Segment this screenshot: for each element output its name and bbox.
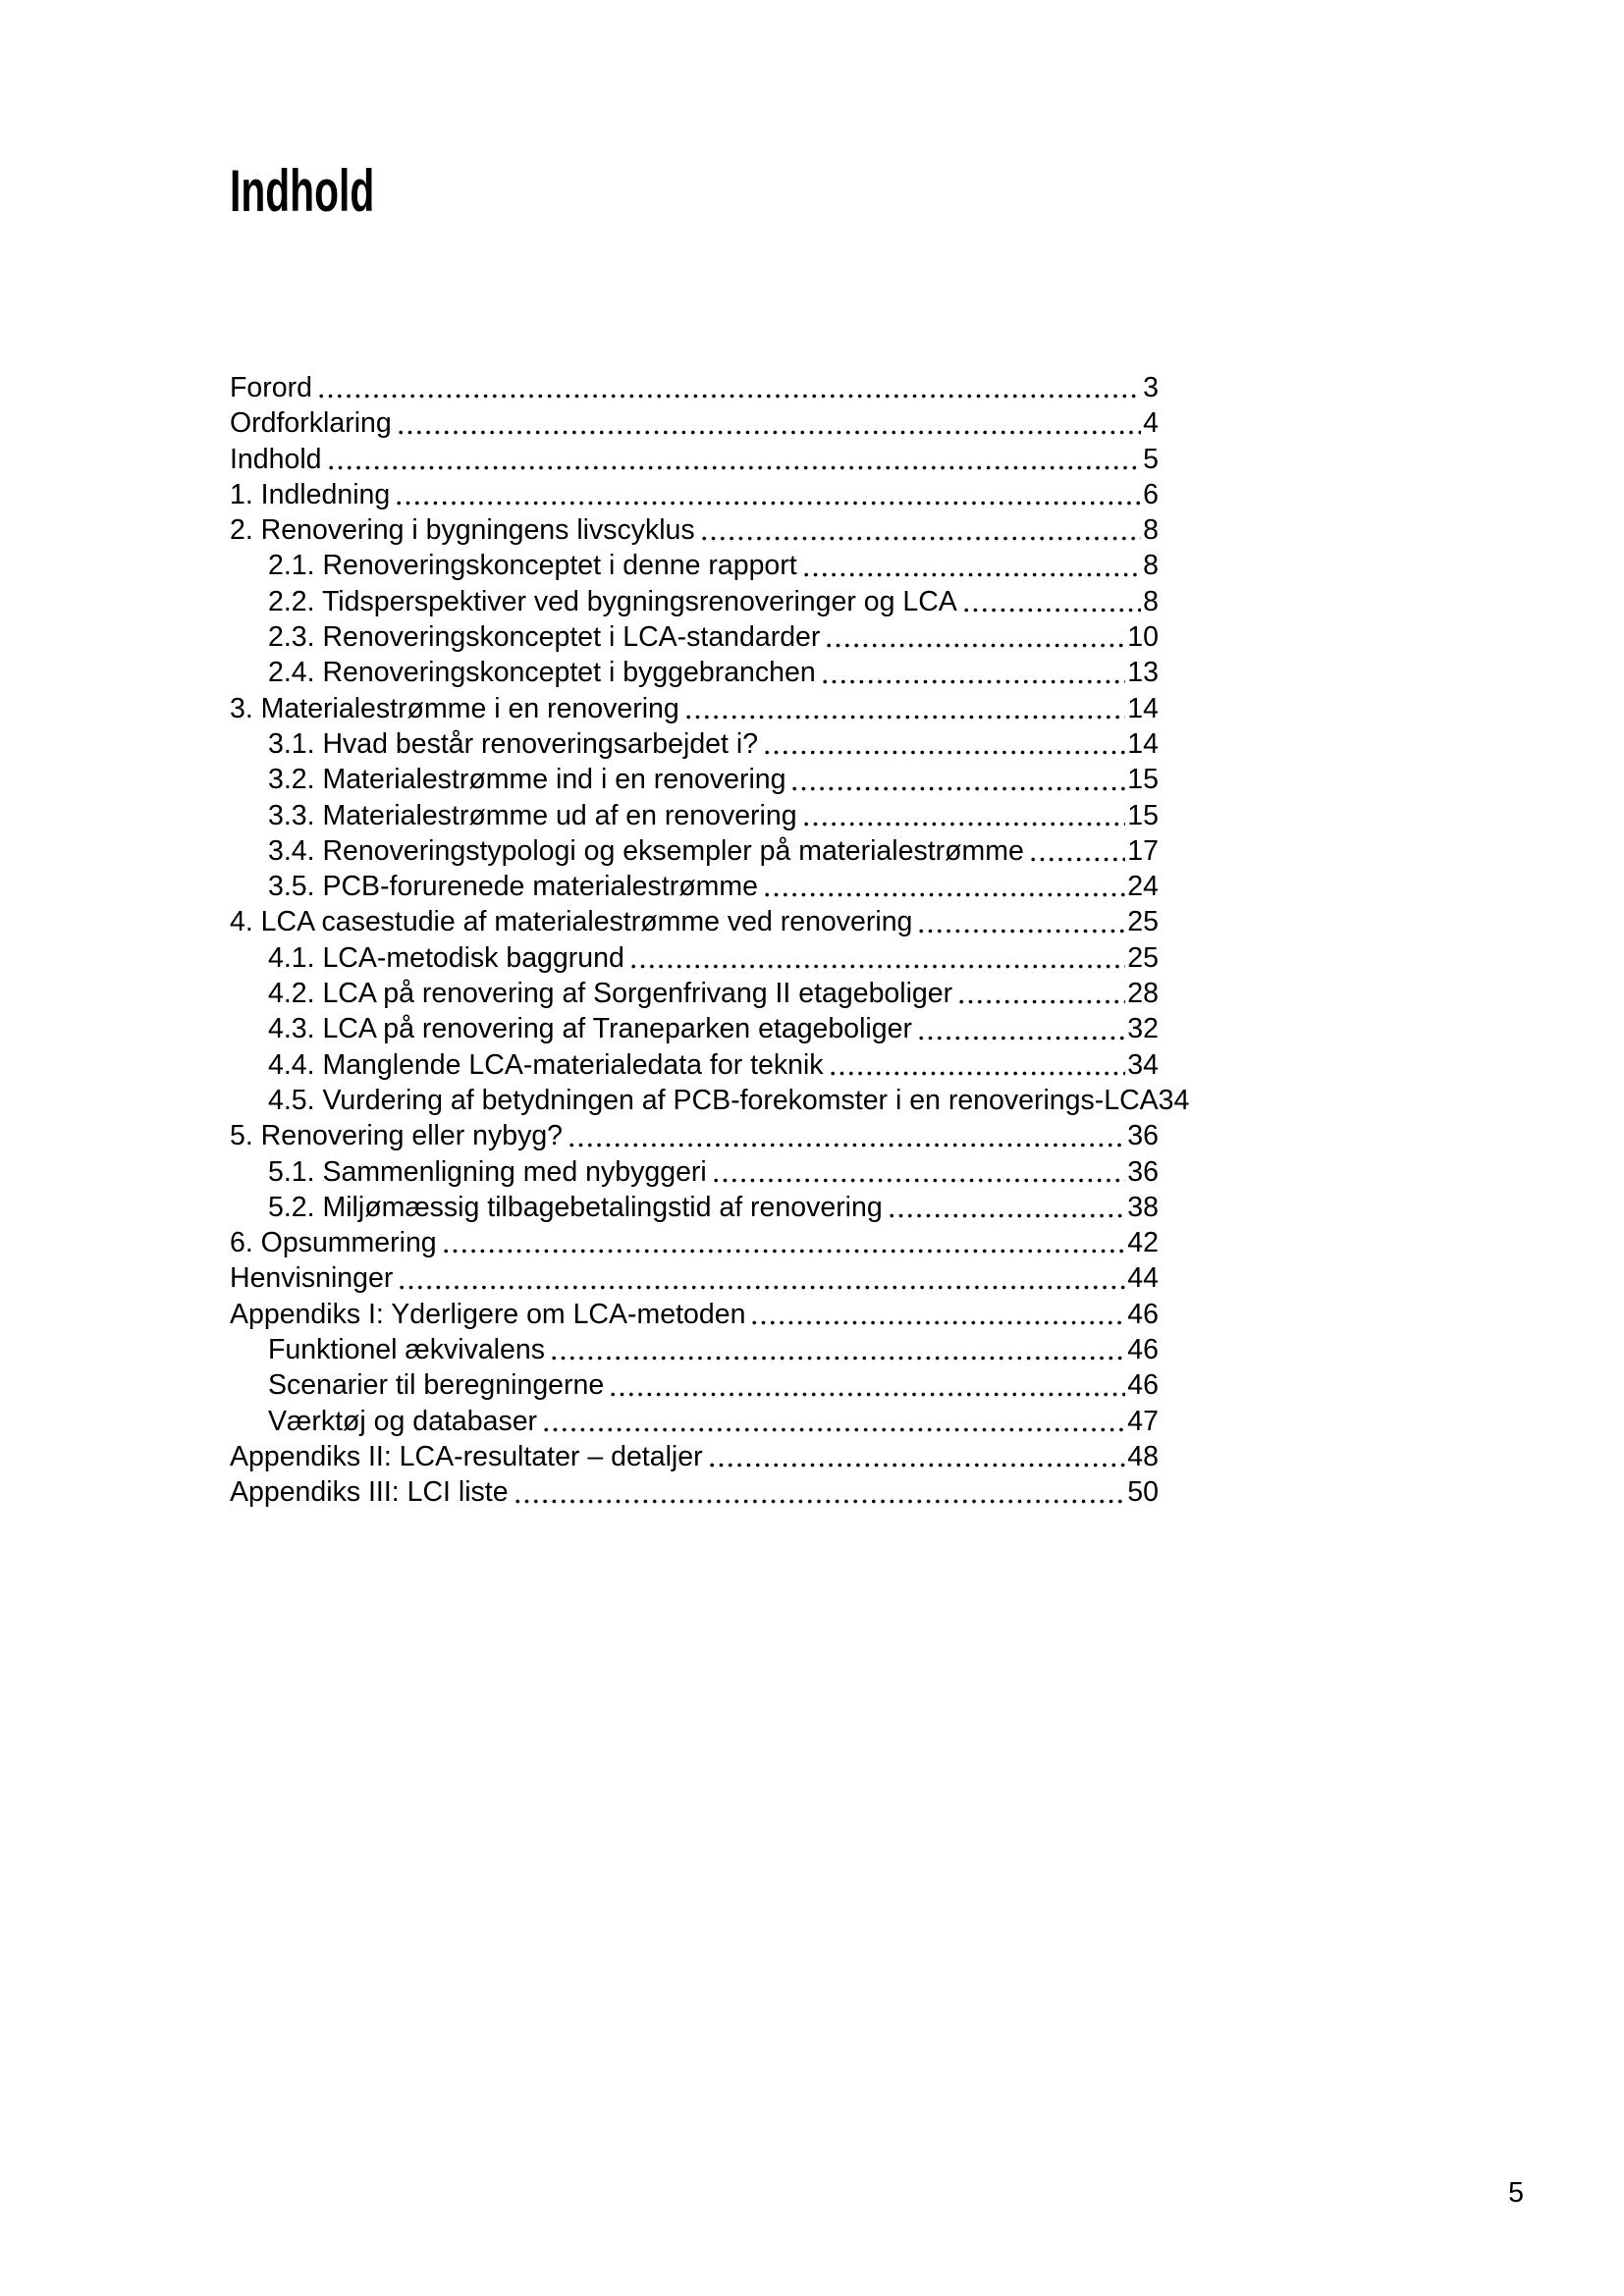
- toc-entry-label: 3. Materialestrømme i en renovering: [230, 692, 679, 724]
- toc-entry-page-number: 34: [1127, 1048, 1159, 1081]
- toc-entry[interactable]: [230, 1118, 1159, 1153]
- toc-entry[interactable]: [230, 1260, 1159, 1296]
- toc-entry-page-number: 46: [1127, 1334, 1159, 1366]
- page-number: 5: [1508, 2177, 1524, 2209]
- toc-entry-page-number: 32: [1127, 1013, 1159, 1045]
- toc-entry[interactable]: [230, 1404, 1159, 1439]
- toc-entry-page-number: 25: [1127, 906, 1159, 938]
- toc-entry[interactable]: [230, 1083, 1190, 1118]
- toc-entry-label: 4.1. LCA-metodisk baggrund: [268, 941, 624, 974]
- toc-entry-page-number: 14: [1127, 727, 1159, 760]
- dot-leader: [444, 1249, 1126, 1254]
- toc-entry-label: Forord: [230, 372, 312, 403]
- toc-entry[interactable]: [230, 1190, 1159, 1225]
- dot-leader: [714, 1178, 1126, 1183]
- toc-entry[interactable]: [230, 442, 1159, 477]
- dot-leader: [765, 750, 1125, 755]
- toc-entry[interactable]: [230, 477, 1159, 512]
- toc-entry[interactable]: [230, 1367, 1159, 1403]
- toc-entry-page-number: 4: [1143, 407, 1159, 440]
- toc-entry-page-number: 5: [1143, 443, 1159, 475]
- toc-entry-page-number: 17: [1127, 834, 1159, 867]
- toc-entry[interactable]: [230, 726, 1159, 762]
- toc-entry-page-number: 10: [1127, 621, 1159, 654]
- dot-leader: [710, 1463, 1126, 1468]
- toc-entry-page-number: 8: [1143, 550, 1159, 582]
- toc-entry-label: 3.3. Materialestrømme ud af en renovering: [268, 799, 797, 831]
- table-of-contents: [230, 370, 1190, 1511]
- dot-leader: [515, 1499, 1126, 1504]
- toc-entry[interactable]: [230, 405, 1159, 441]
- dot-leader: [329, 465, 1142, 470]
- dot-leader: [399, 430, 1141, 435]
- dot-leader: [1031, 857, 1125, 862]
- toc-entry-label: 5. Renovering eller nybyg?: [230, 1120, 564, 1152]
- toc-entry[interactable]: [230, 976, 1159, 1011]
- toc-entry-page-number: 38: [1127, 1191, 1159, 1223]
- toc-entry-page-number: 47: [1127, 1405, 1159, 1437]
- toc-entry[interactable]: [230, 512, 1159, 548]
- dot-leader: [919, 1036, 1125, 1041]
- toc-entry-page-number: 3: [1143, 372, 1159, 403]
- dot-leader: [400, 1285, 1125, 1290]
- toc-entry-page-number: 14: [1127, 692, 1159, 724]
- toc-entry-label: 2.1. Renoveringskonceptet i denne rapport: [268, 550, 797, 582]
- toc-entry-page-number: 36: [1127, 1155, 1159, 1188]
- toc-entry-label: Scenarier til beregningerne: [268, 1369, 605, 1402]
- dot-leader: [765, 892, 1125, 897]
- toc-entry-label: Ordforklaring: [230, 407, 392, 440]
- toc-entry[interactable]: [230, 1332, 1159, 1367]
- toc-entry-label: 4.4. Manglende LCA-materialedata for teknik: [268, 1048, 824, 1081]
- toc-entry-page-number: 25: [1127, 941, 1159, 974]
- toc-entry-label: 2.4. Renoveringskonceptet i byggebranchen: [268, 657, 816, 689]
- toc-entry-page-number: 46: [1127, 1369, 1159, 1402]
- dot-leader: [397, 501, 1141, 506]
- toc-entry-label: 1. Indledning: [230, 478, 391, 510]
- toc-entry-label: 4.2. LCA på renovering af Sorgenfrivang II etageboliger: [268, 978, 953, 1010]
- toc-entry[interactable]: [230, 1297, 1159, 1332]
- toc-entry-page-number: 46: [1127, 1298, 1159, 1330]
- toc-entry-page-number: 8: [1143, 585, 1159, 617]
- toc-entry[interactable]: [230, 904, 1159, 939]
- toc-entry-label: 5.2. Miljømæssig tilbagebetalingstid af renovering: [268, 1191, 883, 1223]
- toc-entry-label: 4.3. LCA på renovering af Traneparken etageboliger: [268, 1013, 912, 1045]
- dot-leader: [804, 822, 1126, 827]
- dot-leader: [319, 394, 1141, 399]
- toc-entry[interactable]: [230, 1225, 1159, 1260]
- toc-entry[interactable]: [230, 833, 1159, 869]
- toc-entry-label: 5.1. Sammenligning med nybyggeri: [268, 1155, 707, 1188]
- dot-leader: [964, 608, 1141, 613]
- toc-entry-label: Indhold: [230, 443, 322, 475]
- dot-leader: [569, 1143, 1125, 1148]
- dot-leader: [827, 643, 1125, 648]
- toc-entry-label: 3.2. Materialestrømme ind i en renovering: [268, 764, 786, 796]
- dot-leader: [792, 786, 1125, 791]
- dot-leader: [959, 999, 1125, 1004]
- toc-entry-page-number: 44: [1127, 1262, 1159, 1295]
- toc-entry[interactable]: [230, 1011, 1159, 1046]
- dot-leader: [702, 536, 1141, 541]
- dot-leader: [752, 1320, 1125, 1325]
- toc-entry-page-number: 50: [1127, 1476, 1159, 1509]
- dot-leader: [919, 929, 1125, 934]
- toc-entry[interactable]: [230, 619, 1159, 655]
- toc-entry-page-number: 15: [1127, 799, 1159, 831]
- toc-entry-page-number: 13: [1127, 657, 1159, 689]
- dot-leader: [552, 1356, 1125, 1361]
- toc-entry-page-number: 34: [1158, 1084, 1190, 1116]
- toc-entry[interactable]: [230, 869, 1159, 904]
- toc-entry[interactable]: [230, 548, 1159, 583]
- toc-entry-page-number: 48: [1127, 1440, 1159, 1472]
- toc-entry[interactable]: [230, 798, 1159, 833]
- dot-leader: [611, 1392, 1125, 1397]
- toc-entry-page-number: 8: [1143, 514, 1159, 547]
- dot-leader: [890, 1213, 1126, 1218]
- toc-entry-page-number: 36: [1127, 1120, 1159, 1152]
- toc-entry[interactable]: [230, 584, 1159, 619]
- toc-entry-label: Værktøj og databaser: [268, 1405, 538, 1437]
- toc-entry[interactable]: [230, 1474, 1159, 1510]
- toc-entry[interactable]: [230, 1439, 1159, 1474]
- dot-leader: [823, 679, 1126, 684]
- dot-leader: [686, 715, 1126, 720]
- dot-leader: [631, 964, 1126, 969]
- page-title: Indhold: [230, 158, 375, 225]
- toc-entry-label: Henvisninger: [230, 1262, 394, 1295]
- toc-entry[interactable]: [230, 655, 1159, 690]
- toc-entry[interactable]: [230, 1154, 1159, 1190]
- toc-entry-label: 4.5. Vurdering af betydningen af PCB-forekomster i en renoverings-LCA: [268, 1084, 1159, 1116]
- toc-entry-label: 2.3. Renoveringskonceptet i LCA-standarder: [268, 621, 821, 654]
- toc-entry-label: Appendiks I: Yderligere om LCA-metoden: [230, 1298, 746, 1330]
- toc-entry-label: 3.4. Renoveringstypologi og eksempler på materialestrømme: [268, 834, 1024, 867]
- toc-entry-label: Appendiks III: LCI liste: [230, 1476, 509, 1509]
- toc-entry[interactable]: [230, 691, 1159, 726]
- dot-leader: [544, 1427, 1125, 1432]
- toc-entry[interactable]: [230, 1047, 1159, 1083]
- toc-entry-page-number: 28: [1127, 978, 1159, 1010]
- toc-entry-page-number: 42: [1127, 1227, 1159, 1259]
- toc-entry-label: Funktionel ækvivalens: [268, 1334, 545, 1366]
- toc-entry-label: 4. LCA casestudie af materialestrømme ved renovering: [230, 906, 913, 938]
- toc-entry-label: 2.2. Tidsperspektiver ved bygningsrenoveringer og LCA: [268, 585, 957, 617]
- toc-entry-label: 2. Renovering i bygningens livscyklus: [230, 514, 695, 547]
- toc-entry[interactable]: [230, 762, 1159, 797]
- toc-entry-page-number: 6: [1143, 478, 1159, 510]
- toc-entry[interactable]: [230, 940, 1159, 976]
- toc-entry-page-number: 24: [1127, 871, 1159, 903]
- toc-entry-label: 6. Opsummering: [230, 1227, 437, 1259]
- toc-entry-label: 3.1. Hvad består renoveringsarbejdet i?: [268, 727, 759, 760]
- toc-entry[interactable]: [230, 370, 1159, 405]
- toc-entry-label: Appendiks II: LCA-resultater – detaljer: [230, 1440, 703, 1472]
- toc-entry-page-number: 15: [1127, 764, 1159, 796]
- toc-entry-label: 3.5. PCB-forurenede materialestrømme: [268, 871, 758, 903]
- dot-leader: [804, 572, 1141, 577]
- dot-leader: [831, 1071, 1126, 1076]
